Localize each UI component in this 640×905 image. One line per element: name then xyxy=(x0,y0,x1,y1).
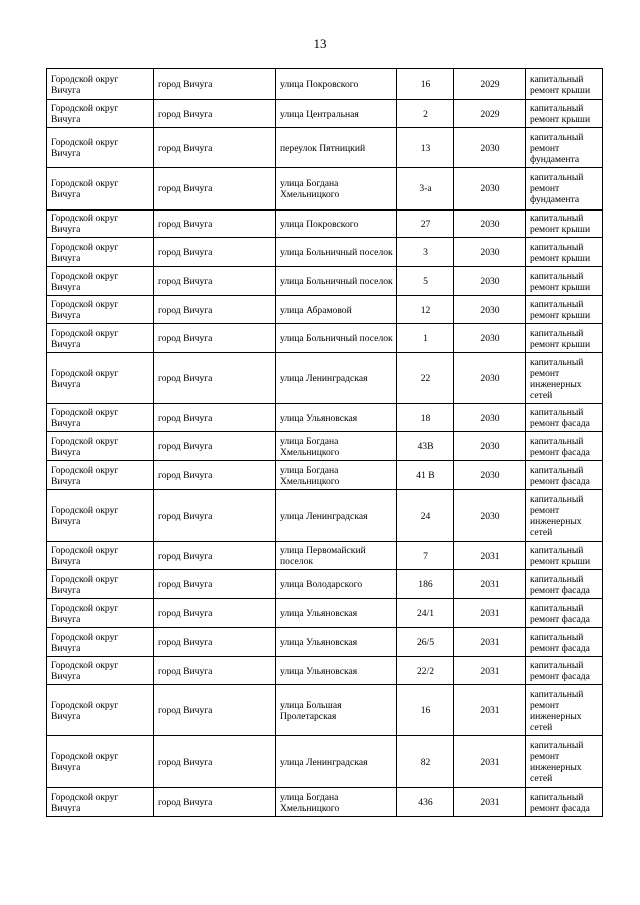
city-cell: город Вичуга xyxy=(154,324,276,353)
city-cell: город Вичуга xyxy=(154,461,276,490)
house-number-cell: 16 xyxy=(397,685,454,736)
year-cell: 2031 xyxy=(454,570,526,599)
table-row xyxy=(47,210,603,238)
table-body xyxy=(47,69,603,817)
house-number-cell: 43В xyxy=(397,432,454,461)
district-cell: Городской округ Вичуга xyxy=(47,490,154,542)
house-number-cell: 22 xyxy=(397,353,454,404)
work-type-cell: капитальный ремонт инженерных сетей xyxy=(526,685,603,736)
street-cell: улица Ульяновская xyxy=(276,404,397,432)
year-cell: 2030 xyxy=(454,432,526,461)
work-type-cell: капитальный ремонт фасада xyxy=(526,461,603,490)
table-row xyxy=(47,324,603,353)
street-cell: улица Богдана Хмельницкого xyxy=(276,168,397,210)
table-row xyxy=(47,461,603,490)
district-cell: Городской округ Вичуга xyxy=(47,788,154,817)
table-row xyxy=(47,570,603,599)
street-cell: улица Володарского xyxy=(276,570,397,599)
work-type-cell: капитальный ремонт инженерных сетей xyxy=(526,353,603,404)
street-cell: переулок Пятницкий xyxy=(276,128,397,168)
table-row xyxy=(47,128,603,168)
table-row xyxy=(47,69,603,100)
page-number: 13 xyxy=(313,36,327,51)
house-number-cell: 12 xyxy=(397,296,454,324)
house-number-cell: 24/1 xyxy=(397,599,454,628)
street-cell: улица Больничный поселок xyxy=(276,267,397,296)
work-type-cell: капитальный ремонт крыши xyxy=(526,296,603,324)
street-cell: улица Ульяновская xyxy=(276,628,397,657)
district-cell: Городской округ Вичуга xyxy=(47,353,154,404)
year-cell: 2031 xyxy=(454,657,526,685)
year-cell: 2030 xyxy=(454,210,526,238)
district-cell: Городской округ Вичуга xyxy=(47,296,154,324)
street-cell: улица Богдана Хмельницкого xyxy=(276,788,397,817)
district-cell: Городской округ Вичуга xyxy=(47,210,154,238)
street-cell: улица Ульяновская xyxy=(276,657,397,685)
house-number-cell: 186 xyxy=(397,570,454,599)
district-cell: Городской округ Вичуга xyxy=(47,461,154,490)
district-cell: Городской округ Вичуга xyxy=(47,168,154,210)
house-number-cell: 436 xyxy=(397,788,454,817)
table-row xyxy=(47,628,603,657)
city-cell: город Вичуга xyxy=(154,128,276,168)
city-cell: город Вичуга xyxy=(154,353,276,404)
district-cell: Городской округ Вичуга xyxy=(47,404,154,432)
city-cell: город Вичуга xyxy=(154,657,276,685)
table-row xyxy=(47,490,603,542)
district-cell: Городской округ Вичуга xyxy=(47,100,154,128)
city-cell: город Вичуга xyxy=(154,490,276,542)
house-number-cell: 13 xyxy=(397,128,454,168)
year-cell: 2030 xyxy=(454,296,526,324)
house-number-cell: 82 xyxy=(397,736,454,788)
work-type-cell: капитальный ремонт фасада xyxy=(526,657,603,685)
work-type-cell: капитальный ремонт фасада xyxy=(526,432,603,461)
year-cell: 2029 xyxy=(454,69,526,100)
work-type-cell: капитальный ремонт инженерных сетей xyxy=(526,736,603,788)
year-cell: 2031 xyxy=(454,685,526,736)
work-type-cell: капитальный ремонт фасада xyxy=(526,404,603,432)
district-cell: Городской округ Вичуга xyxy=(47,736,154,788)
year-cell: 2029 xyxy=(454,100,526,128)
table-row xyxy=(47,736,603,788)
district-cell: Городской округ Вичуга xyxy=(47,542,154,570)
district-cell: Городской округ Вичуга xyxy=(47,324,154,353)
work-type-cell: капитальный ремонт фундамента xyxy=(526,168,603,210)
year-cell: 2030 xyxy=(454,267,526,296)
work-type-cell: капитальный ремонт крыши xyxy=(526,542,603,570)
house-number-cell: 27 xyxy=(397,210,454,238)
table-row xyxy=(47,599,603,628)
city-cell: город Вичуга xyxy=(154,210,276,238)
house-number-cell: 3 xyxy=(397,238,454,267)
street-cell: улица Покровского xyxy=(276,210,397,238)
year-cell: 2030 xyxy=(454,490,526,542)
city-cell: город Вичуга xyxy=(154,432,276,461)
table-row xyxy=(47,657,603,685)
work-type-cell: капитальный ремонт инженерных сетей xyxy=(526,490,603,542)
house-number-cell: 16 xyxy=(397,69,454,100)
table-row xyxy=(47,267,603,296)
house-number-cell: 26/5 xyxy=(397,628,454,657)
work-type-cell: капитальный ремонт крыши xyxy=(526,267,603,296)
work-type-cell: капитальный ремонт крыши xyxy=(526,69,603,100)
year-cell: 2030 xyxy=(454,128,526,168)
street-cell: улица Ленинградская xyxy=(276,490,397,542)
street-cell: улица Богдана Хмельницкого xyxy=(276,461,397,490)
city-cell: город Вичуга xyxy=(154,100,276,128)
house-number-cell: 24 xyxy=(397,490,454,542)
house-number-cell: 18 xyxy=(397,404,454,432)
district-cell: Городской округ Вичуга xyxy=(47,685,154,736)
city-cell: город Вичуга xyxy=(154,168,276,210)
table-row xyxy=(47,685,603,736)
city-cell: город Вичуга xyxy=(154,788,276,817)
district-cell: Городской округ Вичуга xyxy=(47,69,154,100)
work-type-cell: капитальный ремонт крыши xyxy=(526,238,603,267)
house-number-cell: 2 xyxy=(397,100,454,128)
street-cell: улица Ульяновская xyxy=(276,599,397,628)
house-number-cell: 22/2 xyxy=(397,657,454,685)
work-type-cell: капитальный ремонт фасада xyxy=(526,599,603,628)
table-row xyxy=(47,238,603,267)
year-cell: 2030 xyxy=(454,238,526,267)
district-cell: Городской округ Вичуга xyxy=(47,628,154,657)
district-cell: Городской округ Вичуга xyxy=(47,238,154,267)
city-cell: город Вичуга xyxy=(154,736,276,788)
district-cell: Городской округ Вичуга xyxy=(47,432,154,461)
table-row xyxy=(47,100,603,128)
street-cell: улица Центральная xyxy=(276,100,397,128)
table-row xyxy=(47,432,603,461)
street-cell: улица Богдана Хмельницкого xyxy=(276,432,397,461)
city-cell: город Вичуга xyxy=(154,267,276,296)
year-cell: 2030 xyxy=(454,461,526,490)
street-cell: улица Ленинградская xyxy=(276,353,397,404)
year-cell: 2031 xyxy=(454,542,526,570)
house-number-cell: 7 xyxy=(397,542,454,570)
repair-schedule-table xyxy=(46,68,603,817)
work-type-cell: капитальный ремонт фасада xyxy=(526,570,603,599)
year-cell: 2031 xyxy=(454,736,526,788)
street-cell: улица Абрамовой xyxy=(276,296,397,324)
city-cell: город Вичуга xyxy=(154,570,276,599)
work-type-cell: капитальный ремонт фасада xyxy=(526,788,603,817)
district-cell: Городской округ Вичуга xyxy=(47,599,154,628)
house-number-cell: 3-а xyxy=(397,168,454,210)
year-cell: 2030 xyxy=(454,353,526,404)
district-cell: Городской округ Вичуга xyxy=(47,128,154,168)
year-cell: 2030 xyxy=(454,168,526,210)
work-type-cell: капитальный ремонт крыши xyxy=(526,100,603,128)
year-cell: 2030 xyxy=(454,404,526,432)
house-number-cell: 5 xyxy=(397,267,454,296)
street-cell: улица Больничный поселок xyxy=(276,238,397,267)
work-type-cell: капитальный ремонт крыши xyxy=(526,324,603,353)
city-cell: город Вичуга xyxy=(154,542,276,570)
street-cell: улица Ленинградская xyxy=(276,736,397,788)
year-cell: 2031 xyxy=(454,599,526,628)
work-type-cell: капитальный ремонт фасада xyxy=(526,628,603,657)
city-cell: город Вичуга xyxy=(154,238,276,267)
city-cell: город Вичуга xyxy=(154,69,276,100)
district-cell: Городской округ Вичуга xyxy=(47,267,154,296)
table-row xyxy=(47,353,603,404)
city-cell: город Вичуга xyxy=(154,628,276,657)
year-cell: 2031 xyxy=(454,788,526,817)
street-cell: улица Больничный поселок xyxy=(276,324,397,353)
district-cell: Городской округ Вичуга xyxy=(47,657,154,685)
street-cell: улица Большая Пролетарская xyxy=(276,685,397,736)
table-row xyxy=(47,788,603,817)
table-row xyxy=(47,296,603,324)
street-cell: улица Первомайский поселок xyxy=(276,542,397,570)
street-cell: улица Покровского xyxy=(276,69,397,100)
house-number-cell: 41 В xyxy=(397,461,454,490)
work-type-cell: капитальный ремонт фундамента xyxy=(526,128,603,168)
table-row xyxy=(47,168,603,210)
city-cell: город Вичуга xyxy=(154,404,276,432)
table-row xyxy=(47,404,603,432)
city-cell: город Вичуга xyxy=(154,296,276,324)
work-type-cell: капитальный ремонт крыши xyxy=(526,210,603,238)
year-cell: 2031 xyxy=(454,628,526,657)
year-cell: 2030 xyxy=(454,324,526,353)
city-cell: город Вичуга xyxy=(154,685,276,736)
city-cell: город Вичуга xyxy=(154,599,276,628)
table-row xyxy=(47,542,603,570)
house-number-cell: 1 xyxy=(397,324,454,353)
district-cell: Городской округ Вичуга xyxy=(47,570,154,599)
